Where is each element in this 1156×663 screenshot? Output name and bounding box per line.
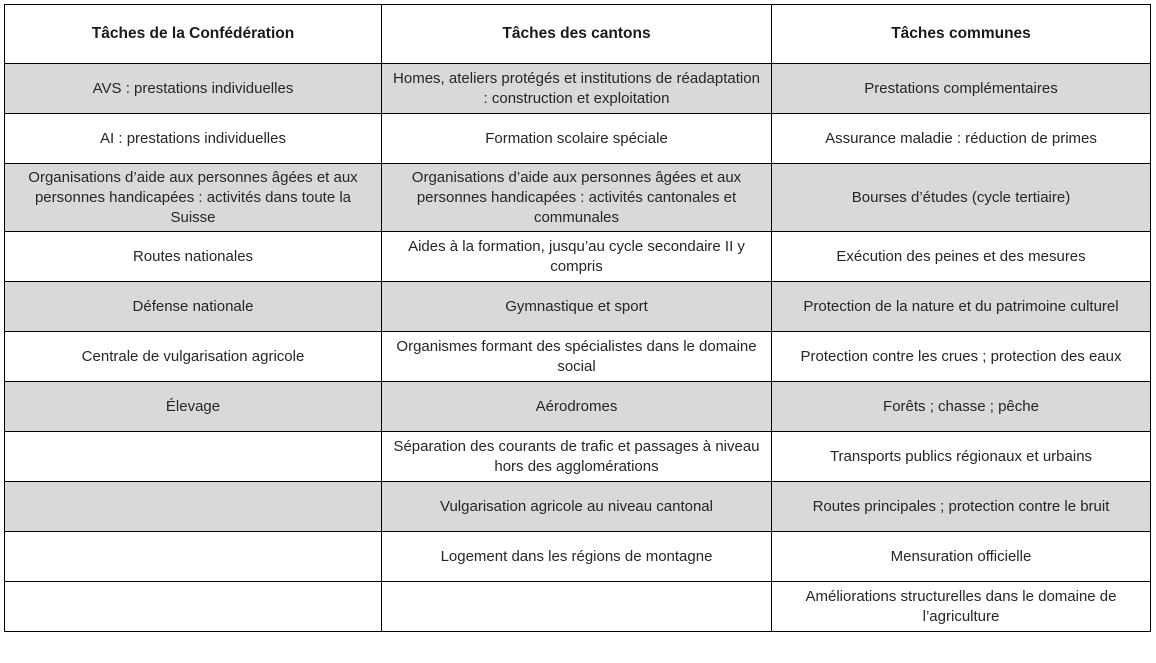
column-header-communes: Tâches communes — [772, 5, 1151, 64]
table-row — [5, 382, 1151, 432]
column-header-confederation: Tâches de la Confédération — [5, 5, 382, 64]
table-cell-communes: Améliorations structurelles dans le domaine de l’agriculture — [772, 582, 1151, 632]
table-row — [5, 282, 1151, 332]
table-cell-communes: Transports publics régionaux et urbains — [772, 432, 1151, 482]
table-header-row — [5, 5, 1151, 64]
table-cell-cantons — [382, 582, 772, 632]
table-cell-communes: Bourses d’études (cycle tertiaire) — [772, 164, 1151, 232]
table-row — [5, 532, 1151, 582]
table-cell-communes: Mensuration officielle — [772, 532, 1151, 582]
table-row — [5, 482, 1151, 532]
column-header-cantons: Tâches des cantons — [382, 5, 772, 64]
table-cell-confederation — [5, 432, 382, 482]
table-cell-confederation — [5, 582, 382, 632]
table-cell-confederation — [5, 532, 382, 582]
table-row — [5, 164, 1151, 232]
table-cell-confederation: AI : prestations individuelles — [5, 114, 382, 164]
table-row — [5, 232, 1151, 282]
table-cell-communes: Protection de la nature et du patrimoine culturel — [772, 282, 1151, 332]
table-row — [5, 114, 1151, 164]
table-cell-communes: Forêts ; chasse ; pêche — [772, 382, 1151, 432]
table-cell-cantons: Aérodromes — [382, 382, 772, 432]
table-cell-confederation: Organisations d’aide aux personnes âgées et aux personnes handicapées : activités dans toute la Suisse — [5, 164, 382, 232]
table-cell-cantons: Organismes formant des spécialistes dans le domaine social — [382, 332, 772, 382]
table-cell-cantons: Séparation des courants de trafic et passages à niveau hors des agglomérations — [382, 432, 772, 482]
table-cell-cantons: Gymnastique et sport — [382, 282, 772, 332]
table-row — [5, 432, 1151, 482]
table-cell-communes: Assurance maladie : réduction de primes — [772, 114, 1151, 164]
table-body — [5, 64, 1151, 632]
table-cell-confederation: Élevage — [5, 382, 382, 432]
table-row — [5, 582, 1151, 632]
table-cell-cantons: Organisations d’aide aux personnes âgées et aux personnes handicapées : activités cantonales et communales — [382, 164, 772, 232]
table-cell-communes: Exécution des peines et des mesures — [772, 232, 1151, 282]
table-cell-confederation: Centrale de vulgarisation agricole — [5, 332, 382, 382]
table-cell-cantons: Homes, ateliers protégés et institutions de réadaptation : construction et exploitation — [382, 64, 772, 114]
table-cell-communes: Prestations complémentaires — [772, 64, 1151, 114]
table-header — [5, 5, 1151, 64]
table-cell-cantons: Vulgarisation agricole au niveau cantonal — [382, 482, 772, 532]
table-cell-confederation: Défense nationale — [5, 282, 382, 332]
table-row — [5, 64, 1151, 114]
table-cell-communes: Routes principales ; protection contre le bruit — [772, 482, 1151, 532]
table-cell-cantons: Logement dans les régions de montagne — [382, 532, 772, 582]
table-cell-confederation — [5, 482, 382, 532]
table-row — [5, 332, 1151, 382]
table-cell-cantons: Formation scolaire spéciale — [382, 114, 772, 164]
table-cell-confederation: Routes nationales — [5, 232, 382, 282]
table-cell-confederation: AVS : prestations individuelles — [5, 64, 382, 114]
table-cell-cantons: Aides à la formation, jusqu’au cycle secondaire II y compris — [382, 232, 772, 282]
table-cell-communes: Protection contre les crues ; protection des eaux — [772, 332, 1151, 382]
tasks-comparison-table — [4, 4, 1151, 632]
